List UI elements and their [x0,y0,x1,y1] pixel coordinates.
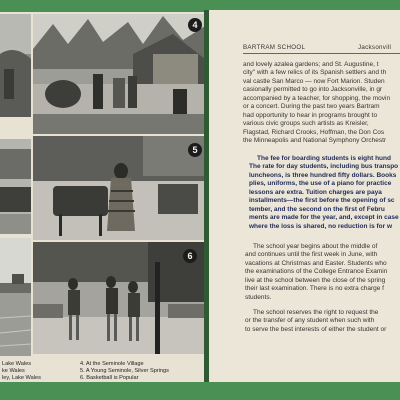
text-line: The rate for day students, including bus transpo [249,163,399,171]
left-page [0,12,206,382]
text-line: vacations at Christmas and Easter. Students who [245,259,387,267]
photo-4-seminole-village [33,14,205,134]
text-line: accompanied by a teacher, for shopping, the movin [243,94,391,102]
text-line: and lovely azalea gardens; and St. Augustine, t [243,61,379,68]
text-line: The school year begins about the middle of [253,243,378,250]
header-city: Jacksonvill [358,44,392,51]
text-line: city" with a few relics of its Spanish settlers and th [243,69,387,77]
text-line: installments—the first before the opening of sc [249,197,395,205]
text-line: live at the school between the close of the spring [245,276,386,284]
text-line: and continues until the first week in June, with [245,251,378,259]
caption-4: 4. At the Seminole Village [80,361,144,367]
right-page [209,10,400,382]
text-line: the Minneapolis and National Symphony Orchestr [243,137,387,145]
caption-left-3: ley, Lake Wales [2,375,41,381]
text-line: luncheons, is three hundred fifty dollars. Books [249,171,397,179]
text-line: where the loss is shared, no reduction is for w [249,222,393,230]
text-line: or a concert. During the past two years Bartram [243,103,380,111]
text-line: students. [245,293,272,301]
header-school-name: BARTRAM SCHOOL [243,44,306,51]
paragraph-excursions [243,61,400,146]
text-line: val castle San Marco — now Fort Marion. Studen [243,77,385,85]
text-line: The school reserves the right to request the [253,309,379,316]
text-line: to serve the best interests of either the student or [245,325,387,333]
text-line: Flagstad, Richard Crooks, Hoffman, the Don Cos [243,128,385,136]
photo-number-badge: 6 [183,249,197,263]
text-line: The fee for boarding students is eight hund [257,155,391,162]
caption-5: 5. A Young Seminole, Silver Springs [80,368,169,374]
text-line: ments are made for the year, and, except in case [249,214,399,222]
text-line: had opportunity to hear in programs brought to [243,111,378,119]
text-line: the examinations of the College Entrance Examin [245,268,388,276]
paragraph-withdrawal [245,309,400,334]
caption-left-1: Lake Wales [2,361,32,367]
text-line: or the transfer of any student when such with [245,317,375,325]
text-line: various civic groups such artists as Kreisler, [243,120,369,128]
caption-left-2: ke Wales [2,368,25,374]
photo-6-basketball [33,242,205,354]
paragraph-school-year [245,243,400,302]
running-header [243,44,400,54]
photo-partial-bottom-left [0,238,31,356]
text-line: tember, and the second on the first of Febru [249,205,385,213]
photo-number-badge: 4 [188,18,202,32]
photo-5-young-seminole [33,136,205,240]
text-line: plies, uniforms, the use of a piano for practice [249,180,392,188]
photo-number-badge: 5 [188,143,202,157]
paragraph-fees [249,155,399,231]
caption-6: 6. Basketball is Popular [80,375,139,381]
text-line: their last examination. There is no extra charge f [245,285,384,293]
text-line: casionally permitted to go into Jacksonville, in gr [243,86,383,94]
photo-partial-top-left [0,14,31,117]
photo-captions [0,356,206,382]
photo-partial-middle-left [0,139,31,234]
cover-bottom-edge [0,384,400,400]
text-line: lessons are extra. Tuition charges are paya [249,188,382,196]
